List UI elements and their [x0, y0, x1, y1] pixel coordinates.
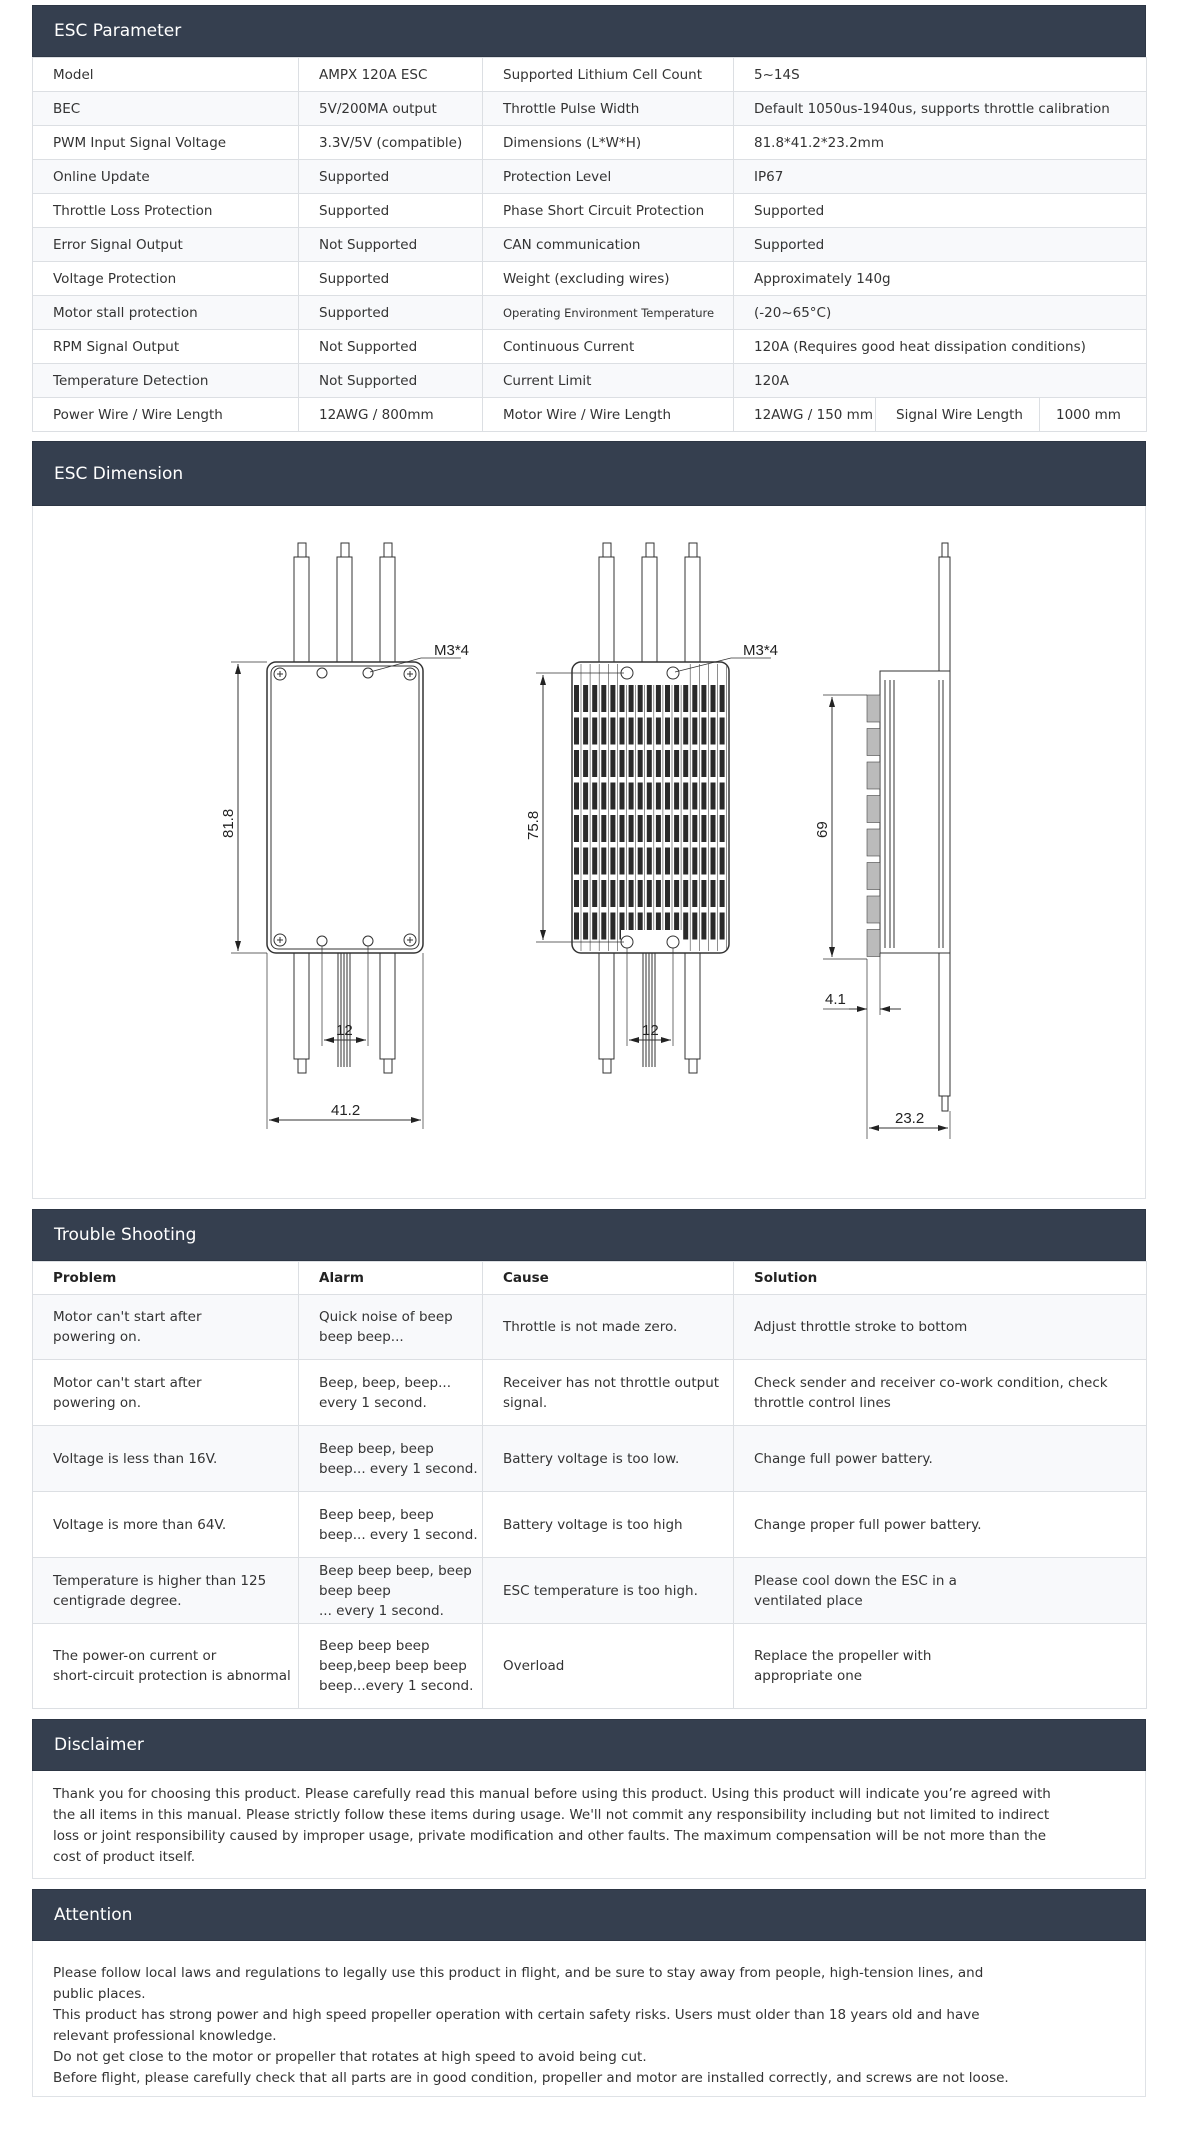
fin-segment: [610, 815, 615, 842]
problem-cell: Motor can't start after powering on.: [33, 1360, 299, 1426]
fin-segment: [629, 718, 634, 745]
side-fins: [867, 695, 880, 957]
attention-line: Do not get close to the motor or propeller that rotates at high speed to avoid being cut.: [53, 2049, 647, 2065]
fin-segment: [574, 718, 579, 745]
esc-dimension-title: ESC Dimension: [54, 463, 184, 484]
fin-segment: [647, 783, 652, 810]
fin-segment: [574, 783, 579, 810]
fin-segment: [711, 750, 716, 777]
fin-segment: [592, 718, 597, 745]
param-label: Phase Short Circuit Protection: [483, 194, 734, 228]
param-value: Not Supported: [299, 330, 483, 364]
fin-segment: [638, 880, 643, 907]
fin-segment: [574, 848, 579, 875]
attention-title: Attention: [54, 1905, 133, 1925]
fin-segment: [665, 848, 670, 875]
column-header-solution: Solution: [734, 1262, 1147, 1295]
fin-segment: [701, 750, 706, 777]
fin-segment: [583, 913, 588, 940]
side-fin: [867, 695, 880, 722]
fin-segment: [665, 718, 670, 745]
attention-line: Before flight, please carefully check that all parts are in good condition, propeller and motor are installed correctly, and screws are not loose.: [53, 2070, 1009, 2086]
param-value: Supported: [734, 194, 1147, 228]
param-label: CAN communication: [483, 228, 734, 262]
problem-cell: Motor can't start after powering on.: [33, 1295, 299, 1360]
param-value: 5~14S: [734, 58, 1147, 92]
fin-segment: [683, 718, 688, 745]
param-value: Supported: [734, 228, 1147, 262]
param-label: Operating Environment Temperature: [483, 296, 734, 330]
fin-segment: [665, 880, 670, 907]
param-value: 12AWG / 150 mm: [734, 398, 876, 432]
solution-cell: Change proper full power battery.: [734, 1492, 1147, 1558]
fin-segment: [674, 783, 679, 810]
param-value: 120A (Requires good heat dissipation conditions): [734, 330, 1147, 364]
fin-segment: [583, 783, 588, 810]
fin-segment: [638, 750, 643, 777]
fin-segment: [711, 815, 716, 842]
attention-line: relevant professional knowledge.: [53, 2028, 277, 2044]
param-label: Online Update: [33, 160, 299, 194]
fin-segment: [592, 685, 597, 712]
attention-header: [32, 1889, 1146, 1941]
fin-segment: [620, 880, 625, 907]
fin-segment: [720, 815, 725, 842]
param-value: 3.3V/5V (compatible): [299, 126, 483, 160]
fin-segment: [629, 815, 634, 842]
side-fin: [867, 729, 880, 756]
fin-segment: [692, 718, 697, 745]
heatsink-fins: [574, 664, 727, 951]
fin-segment: [701, 913, 706, 940]
param-value: 120A: [734, 364, 1147, 398]
fin-segment: [656, 685, 661, 712]
fin-segment: [583, 750, 588, 777]
fin-segment: [601, 913, 606, 940]
solution-cell: Please cool down the ESC in a ventilated place: [734, 1558, 1147, 1624]
fin-segment: [601, 815, 606, 842]
fin-segment: [574, 913, 579, 940]
fin-segment: [683, 815, 688, 842]
fin-segment: [720, 750, 725, 777]
fin-segment: [638, 718, 643, 745]
param-label: Voltage Protection: [33, 262, 299, 296]
fin-segment: [629, 750, 634, 777]
param-label: Model: [33, 58, 299, 92]
fin-segment: [665, 685, 670, 712]
table-row: [33, 228, 1147, 262]
fin-segment: [683, 783, 688, 810]
fin-segment: [711, 718, 716, 745]
fin-segment: [656, 750, 661, 777]
table-row: [33, 262, 1147, 296]
fin-segment: [620, 783, 625, 810]
heatsink-view-drawing: [525, 543, 778, 1073]
table-row: [33, 1558, 1147, 1624]
param-label: Supported Lithium Cell Count: [483, 58, 734, 92]
fin-segment: [610, 685, 615, 712]
table-row: [33, 296, 1147, 330]
side-view-drawing: [814, 543, 950, 1139]
alarm-cell: Beep beep beep, beep beep beep ... every 1 second.: [299, 1558, 483, 1624]
param-label: Motor Wire / Wire Length: [483, 398, 734, 432]
table-row: [33, 126, 1147, 160]
width-label: 41.2: [331, 1102, 361, 1119]
fin-segment: [638, 848, 643, 875]
fin-segment: [647, 815, 652, 842]
fin-segment: [711, 913, 716, 940]
fin-segment: [629, 783, 634, 810]
disclaimer-line: loss or joint responsibility caused by improper usage, private modification and other faults. The maximum compensation will be not more than the: [53, 1828, 1047, 1844]
fin-segment: [720, 718, 725, 745]
trouble-shooting-title: Trouble Shooting: [54, 1225, 197, 1245]
param-label: Error Signal Output: [33, 228, 299, 262]
fin-segment: [674, 718, 679, 745]
fin-segment: [647, 685, 652, 712]
fin-segment: [692, 913, 697, 940]
fin-segment: [592, 848, 597, 875]
fin-segment: [656, 815, 661, 842]
fin-segment: [720, 783, 725, 810]
fin-segment: [720, 685, 725, 712]
attention-line: public places.: [53, 1986, 146, 2002]
fin-segment: [674, 880, 679, 907]
param-value: IP67: [734, 160, 1147, 194]
disclaimer-line: cost of product itself.: [53, 1849, 196, 1865]
fin-segment: [701, 815, 706, 842]
fin-segment: [701, 783, 706, 810]
fin-segment: [610, 913, 615, 940]
problem-cell: The power-on current or short-circuit protection is abnormal: [33, 1624, 299, 1709]
problem-cell: Temperature is higher than 125 centigrade degree.: [33, 1558, 299, 1624]
param-label: Throttle Pulse Width: [483, 92, 734, 126]
attention-body: [32, 1941, 1146, 2097]
fin-segment: [620, 815, 625, 842]
table-row: [33, 398, 1147, 432]
side-length-label: 69: [814, 821, 831, 838]
fin-segment: [656, 718, 661, 745]
fin-segment: [638, 783, 643, 810]
param-value: Supported: [299, 160, 483, 194]
column-header-cause: Cause: [483, 1262, 734, 1295]
hole-spacing-back-label: 12: [642, 1022, 659, 1039]
param-value: Not Supported: [299, 228, 483, 262]
fin-segment: [620, 750, 625, 777]
fin-segment: [629, 880, 634, 907]
attention-line: Please follow local laws and regulations to legally use this product in flight, and be sure to stay away from people, high-tension lines, and: [53, 1965, 984, 1981]
cause-cell: Battery voltage is too high: [483, 1492, 734, 1558]
side-fin: [867, 829, 880, 856]
fin-segment: [583, 815, 588, 842]
fin-segment: [583, 848, 588, 875]
cause-cell: Receiver has not throttle output signal.: [483, 1360, 734, 1426]
fin-segment: [629, 848, 634, 875]
fin-segment: [711, 685, 716, 712]
height-label: 23.2: [895, 1110, 925, 1127]
screw-label: M3*4: [434, 642, 470, 659]
side-fin: [867, 896, 880, 923]
attention-line: This product has strong power and high speed propeller operation with certain safety risks. Users must older than 18 years old and have: [53, 2007, 980, 2023]
param-label: RPM Signal Output: [33, 330, 299, 364]
param-label: Signal Wire Length: [876, 398, 1040, 432]
fin-segment: [592, 783, 597, 810]
fin-segment: [711, 783, 716, 810]
param-label: PWM Input Signal Voltage: [33, 126, 299, 160]
fin-segment: [720, 880, 725, 907]
param-value: Approximately 140g: [734, 262, 1147, 296]
fin-segment: [692, 685, 697, 712]
fin-segment: [620, 848, 625, 875]
fin-segment: [592, 750, 597, 777]
param-value: Supported: [299, 262, 483, 296]
fin-segment: [711, 880, 716, 907]
disclaimer-line: the all items in this manual. Please strictly follow these items during usage. We'll not commit any responsibility including but not limited to indirect: [53, 1807, 1050, 1823]
fin-segment: [720, 848, 725, 875]
fin-segment: [583, 685, 588, 712]
trouble-shooting-table: [32, 1261, 1147, 1709]
fin-segment: [692, 880, 697, 907]
fin-segment: [683, 913, 688, 940]
param-label: Motor stall protection: [33, 296, 299, 330]
fin-segment: [701, 880, 706, 907]
disclaimer-body: [32, 1771, 1146, 1879]
screw-back-label: M3*4: [743, 642, 779, 659]
fin-segment: [647, 848, 652, 875]
fin-segment: [692, 750, 697, 777]
table-row: [33, 1295, 1147, 1360]
param-label: Dimensions (L*W*H): [483, 126, 734, 160]
fin-segment: [683, 848, 688, 875]
fin-segment: [711, 848, 716, 875]
fin-segment: [720, 913, 725, 940]
fin-segment: [574, 685, 579, 712]
fin-segment: [620, 685, 625, 712]
solution-cell: Change full power battery.: [734, 1426, 1147, 1492]
hole-spacing-label: 12: [336, 1022, 353, 1039]
table-row: [33, 194, 1147, 228]
fin-segment: [656, 848, 661, 875]
fin-segment: [683, 685, 688, 712]
column-header-problem: Problem: [33, 1262, 299, 1295]
fin-segment: [574, 750, 579, 777]
fin-segment: [647, 880, 652, 907]
column-header-alarm: Alarm: [299, 1262, 483, 1295]
fin-segment: [610, 750, 615, 777]
problem-cell: Voltage is less than 16V.: [33, 1426, 299, 1492]
side-fin: [867, 863, 880, 890]
param-value: Supported: [299, 194, 483, 228]
side-fin: [867, 796, 880, 823]
fin-depth-label: 4.1: [825, 991, 846, 1008]
solution-cell: Replace the propeller with appropriate one: [734, 1624, 1147, 1709]
fin-segment: [701, 848, 706, 875]
esc-parameter-header: [32, 5, 1146, 57]
esc-parameter-table: [32, 57, 1147, 432]
fin-segment: [583, 880, 588, 907]
alarm-cell: Beep beep beep beep,beep beep beep beep...every 1 second.: [299, 1624, 483, 1709]
fin-segment: [601, 783, 606, 810]
fin-segment: [701, 685, 706, 712]
top-view-drawing: [220, 543, 469, 1129]
param-value: 1000 mm: [1040, 398, 1147, 432]
fin-segment: [592, 815, 597, 842]
fin-segment: [683, 880, 688, 907]
fin-segment: [610, 880, 615, 907]
fin-segment: [574, 815, 579, 842]
fin-segment: [692, 783, 697, 810]
param-value: Supported: [299, 296, 483, 330]
power-wires-top: [294, 543, 395, 662]
fin-segment: [601, 880, 606, 907]
fin-segment: [665, 815, 670, 842]
trouble-shooting-header: [32, 1209, 1146, 1261]
table-row: [33, 1426, 1147, 1492]
esc-dimension-panel: [32, 506, 1146, 1199]
param-label: Protection Level: [483, 160, 734, 194]
param-value: Default 1050us-1940us, supports throttle calibration: [734, 92, 1147, 126]
alarm-cell: Beep beep, beep beep... every 1 second.: [299, 1426, 483, 1492]
fin-segment: [674, 750, 679, 777]
fin-segment: [674, 685, 679, 712]
fin-segment: [647, 718, 652, 745]
screw-icon: [274, 668, 416, 946]
fin-segment: [665, 783, 670, 810]
fin-segment: [574, 880, 579, 907]
problem-cell: Voltage is more than 64V.: [33, 1492, 299, 1558]
esc-dimension-drawing: [33, 506, 1147, 1199]
fin-segment: [610, 718, 615, 745]
fin-segment: [610, 783, 615, 810]
esc-parameter-title: ESC Parameter: [54, 21, 182, 41]
table-row: [33, 1492, 1147, 1558]
solution-cell: Check sender and receiver co-work condition, check throttle control lines: [734, 1360, 1147, 1426]
cause-cell: Throttle is not made zero.: [483, 1295, 734, 1360]
fin-segment: [674, 848, 679, 875]
table-row: [33, 1360, 1147, 1426]
cause-cell: Battery voltage is too low.: [483, 1426, 734, 1492]
fin-segment: [683, 750, 688, 777]
cause-cell: Overload: [483, 1624, 734, 1709]
disclaimer-header: [32, 1719, 1146, 1771]
table-row: [33, 330, 1147, 364]
fin-segment: [665, 750, 670, 777]
fin-segment: [674, 815, 679, 842]
cause-cell: ESC temperature is too high.: [483, 1558, 734, 1624]
length-label: 81.8: [220, 808, 237, 838]
fin-segment: [592, 913, 597, 940]
fin-segment: [656, 880, 661, 907]
solution-cell: Adjust throttle stroke to bottom: [734, 1295, 1147, 1360]
disclaimer-title: Disclaimer: [54, 1735, 144, 1755]
param-value: Not Supported: [299, 364, 483, 398]
fin-segment: [638, 685, 643, 712]
fin-segment: [592, 880, 597, 907]
param-value: 81.8*41.2*23.2mm: [734, 126, 1147, 160]
param-label: Weight (excluding wires): [483, 262, 734, 296]
fin-segment: [629, 685, 634, 712]
fin-segment: [601, 848, 606, 875]
table-row: [33, 92, 1147, 126]
table-header-row: [33, 1262, 1147, 1295]
fin-segment: [701, 718, 706, 745]
param-label: Throttle Loss Protection: [33, 194, 299, 228]
table-row: [33, 1624, 1147, 1709]
param-label: Current Limit: [483, 364, 734, 398]
alarm-cell: Quick noise of beep beep beep...: [299, 1295, 483, 1360]
fin-segment: [601, 750, 606, 777]
param-value: AMPX 120A ESC: [299, 58, 483, 92]
param-label: BEC: [33, 92, 299, 126]
fin-segment: [647, 750, 652, 777]
fin-segment: [692, 848, 697, 875]
side-fin: [867, 762, 880, 789]
alarm-cell: Beep beep, beep beep... every 1 second.: [299, 1492, 483, 1558]
table-row: [33, 364, 1147, 398]
fin-segment: [656, 783, 661, 810]
fin-segment: [610, 848, 615, 875]
table-row: [33, 160, 1147, 194]
side-fin: [867, 930, 880, 957]
fin-segment: [601, 685, 606, 712]
table-row: [33, 58, 1147, 92]
trouble-shooting-table-wrap: [32, 1261, 1146, 1709]
fin-segment: [583, 718, 588, 745]
fin-segment: [692, 815, 697, 842]
param-value: 12AWG / 800mm: [299, 398, 483, 432]
esc-body-outline: [267, 662, 423, 953]
fin-segment: [601, 718, 606, 745]
esc-dimension-header: [32, 441, 1146, 506]
param-label: Power Wire / Wire Length: [33, 398, 299, 432]
param-value: (-20~65°C): [734, 296, 1147, 330]
alarm-cell: Beep, beep, beep... every 1 second.: [299, 1360, 483, 1426]
disclaimer-line: Thank you for choosing this product. Please carefully read this manual before using this product. Using this product will indicate you’re agreed with: [53, 1786, 1051, 1802]
param-label: Temperature Detection: [33, 364, 299, 398]
param-label: Continuous Current: [483, 330, 734, 364]
heatsink-length-label: 75.8: [525, 810, 542, 840]
param-value: 5V/200MA output: [299, 92, 483, 126]
esc-parameter-table-wrap: [32, 57, 1146, 432]
fin-segment: [638, 815, 643, 842]
fin-segment: [620, 718, 625, 745]
